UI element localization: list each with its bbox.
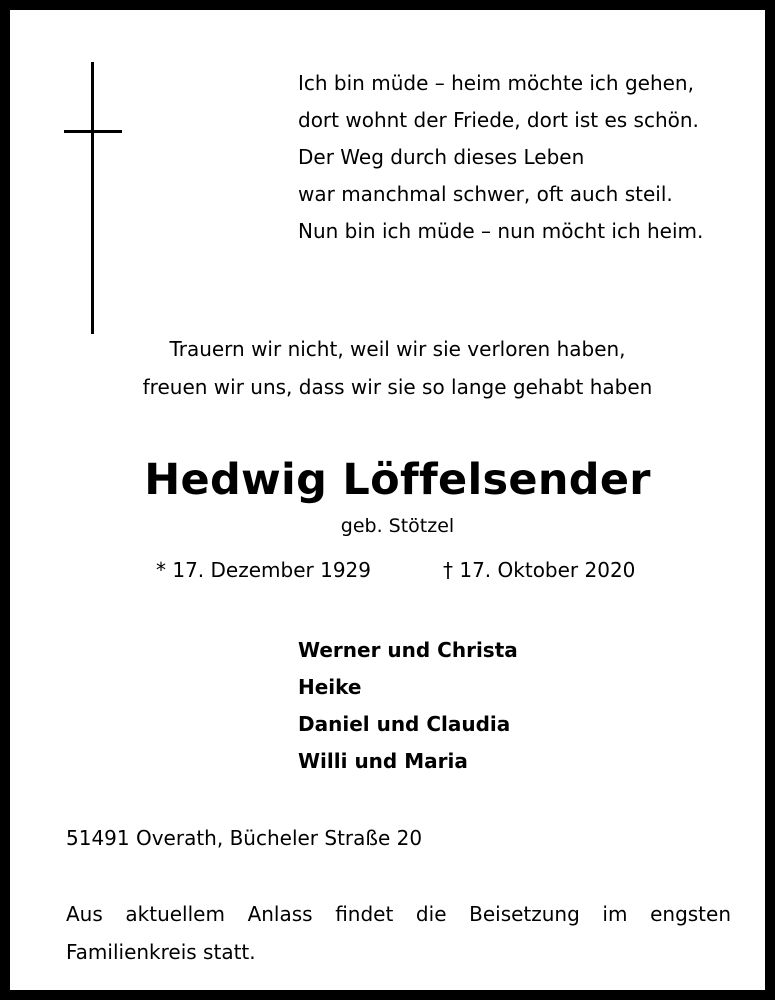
mourner-entry: Heike [298,675,362,699]
cross-vertical-bar [91,62,94,334]
address: 51491 Overath, Bücheler Straße 20 [66,826,423,850]
poem-line: Nun bin ich müde – nun möcht ich heim. [298,219,704,243]
poem [298,65,703,250]
mourners-list [298,632,518,780]
funeral-notice: Aus aktuellem Anlass findet die Beisetzung im engsten Familienkreis statt. [66,902,731,964]
birth-date: * 17. Dezember 1929 [156,558,371,582]
poem-line: war manchmal schwer, oft auch steil. [298,182,673,206]
mourner-entry: Werner und Christa [298,638,518,662]
mourner-entry: Willi und Maria [298,749,468,773]
poem-line: Der Weg durch dieses Leben [298,145,585,169]
quote [10,330,775,406]
quote-line: freuen wir uns, dass wir sie so lange gehabt haben [142,375,653,399]
poem-line: dort wohnt der Friede, dort ist es schön. [298,108,699,132]
maiden-name: geb. Stötzel [340,515,455,537]
cross-horizontal-bar [64,130,122,133]
poem-line: Ich bin müde – heim möchte ich gehen, [298,71,694,95]
mourner-entry: Daniel und Claudia [298,712,511,736]
quote-line: Trauern wir nicht, weil wir sie verloren haben, [169,337,626,361]
deceased-name: Hedwig Löffelsender [144,455,651,505]
death-date: † 17. Oktober 2020 [443,558,636,582]
